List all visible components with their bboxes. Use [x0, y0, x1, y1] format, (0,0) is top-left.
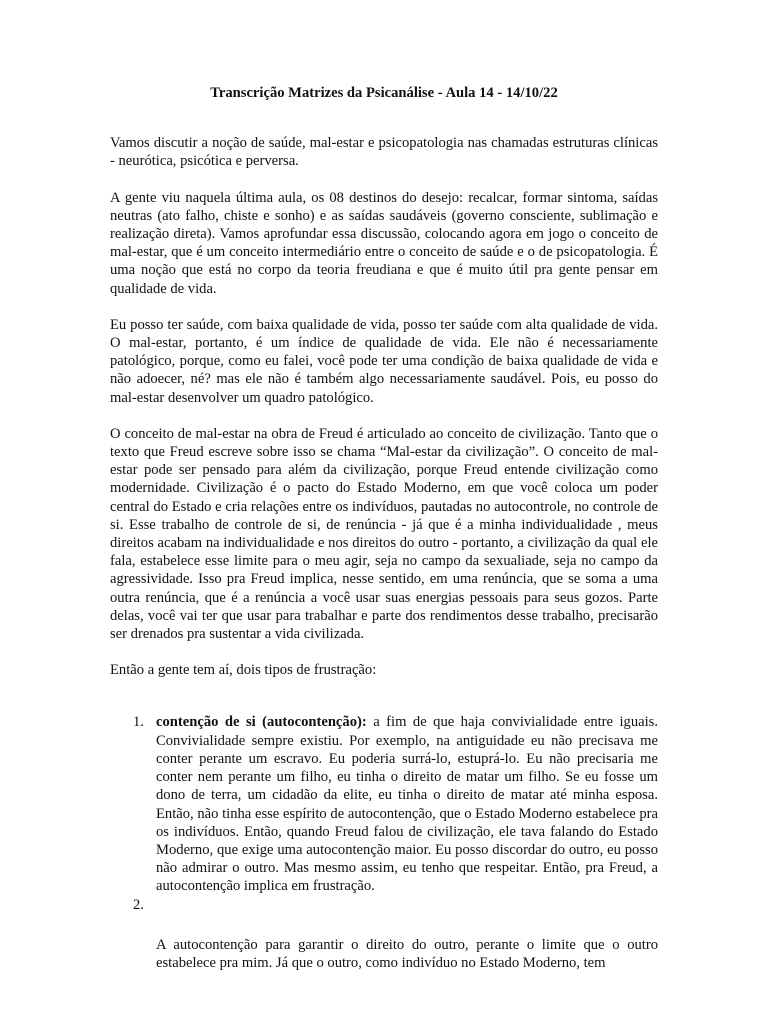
frustration-list — [110, 713, 658, 913]
paragraph-4: O conceito de mal-estar na obra de Freud é articulado ao conceito de civilização. Tanto que o texto que Freud escreve sobre isso se chama “Mal-estar da civilização”. O conceito de mal-estar pode ser pensado para além da civilização, porque Freud entende civilização como modernidade. Civilização é o pacto do Estado Moderno, em que você coloca um poder central do Estado e cria relações entre os indivíduos, pautadas no autocontrole, no controle de si. Esse trabalho de controle de si, de renúncia - já que é a minha individualidade , meus direitos acabam na individualidade e nos direitos do outro - portanto, a civilização da qual ele fala, estabelece esse limite para o meu agir, seja no campo da sexualiade, seja no campo da agressividade. Isso pra Freud implica, nesse sentido, em uma renúncia, que se soma a uma outra renúncia, que é a renúncia a você usar suas energias pessoais para seus gozos. Parte delas, você vai ter que usar para trabalhar e parte dos rendimentos desse trabalho, precisarão ser drenados pra sustentar a vida civilizada. — [110, 425, 658, 643]
list-item-term: contenção de si (autocontenção): — [156, 714, 367, 731]
paragraph-2: A gente viu naquela última aula, os 08 destinos do desejo: recalcar, formar sintoma, saídas neutras (ato falho, chiste e sonho) e as saídas saudáveis (governo consciente, sublimação e realização direta). Vamos aprofundar essa discussão, colocando agora em jogo o conceito de mal-estar, que é um conceito intermediário entre o conceito de saúde e o de psicopatologia. É uma noção que está no corpo da teoria freudiana e que é muito útil pra gente pensar em qualidade de vida. — [110, 189, 658, 297]
paragraph-after-list: A autocontenção para garantir o direito do outro, perante o limite que o outro estabelece pra mim. Já que o outro, como indivíduo no Estado Moderno, tem — [156, 936, 658, 971]
list-number: 1. — [133, 714, 144, 731]
paragraph-5: Então a gente tem aí, dois tipos de frustração: — [110, 662, 377, 679]
document-title: Transcrição Matrizes da Psicanálise - Aula 14 - 14/10/22 — [210, 85, 558, 101]
list-item-2 — [110, 896, 658, 914]
paragraph-3: Eu posso ter saúde, com baixa qualidade de vida, posso ter saúde com alta qualidade de vida. O mal-estar, portanto, é um índice de qualidade de vida. Ele não é necessariamente patológico, porque, como eu falei, você pode ter uma condição de baixa qualidade de vida e não adoecer, né? mas ele não é também algo necessariamente saudável. Pois, eu posso do mal-estar desenvolver um quadro patológico. — [110, 316, 658, 406]
list-number: 2. — [133, 896, 144, 913]
document-page — [110, 84, 658, 972]
list-item-text: a fim de que haja convivialidade entre iguais. Convivialidade sempre existiu. Por exemplo, na antiguidade eu não precisava me conter perante um escravo. Eu poderia surrá-lo, estuprá-lo. Eu não precisaria me conter nem perante um filho, eu tinha o direito de matar um filho. Se eu fosse um dono de terra, um cidadão da elite, eu tinha o direito de matar até minha esposa. Então, não tinha esse espírito de autocontenção, que o Estado Moderno estabelece pra os indivíduos. Então, quando Freud falou de civilização, ele tava falando do Estado Moderno, que exige uma autocontenção maior. Eu posso discordar do outro, eu posso não admirar o outro. Mas mesmo assim, eu tenho que respeitar. Então, pra Freud, a autocontenção implica em frustração. — [156, 714, 658, 895]
list-item-1 — [110, 713, 658, 895]
paragraph-1: Vamos discutir a noção de saúde, mal-estar e psicopatologia nas chamadas estruturas clínicas - neurótica, psicótica e perversa. — [110, 135, 658, 170]
